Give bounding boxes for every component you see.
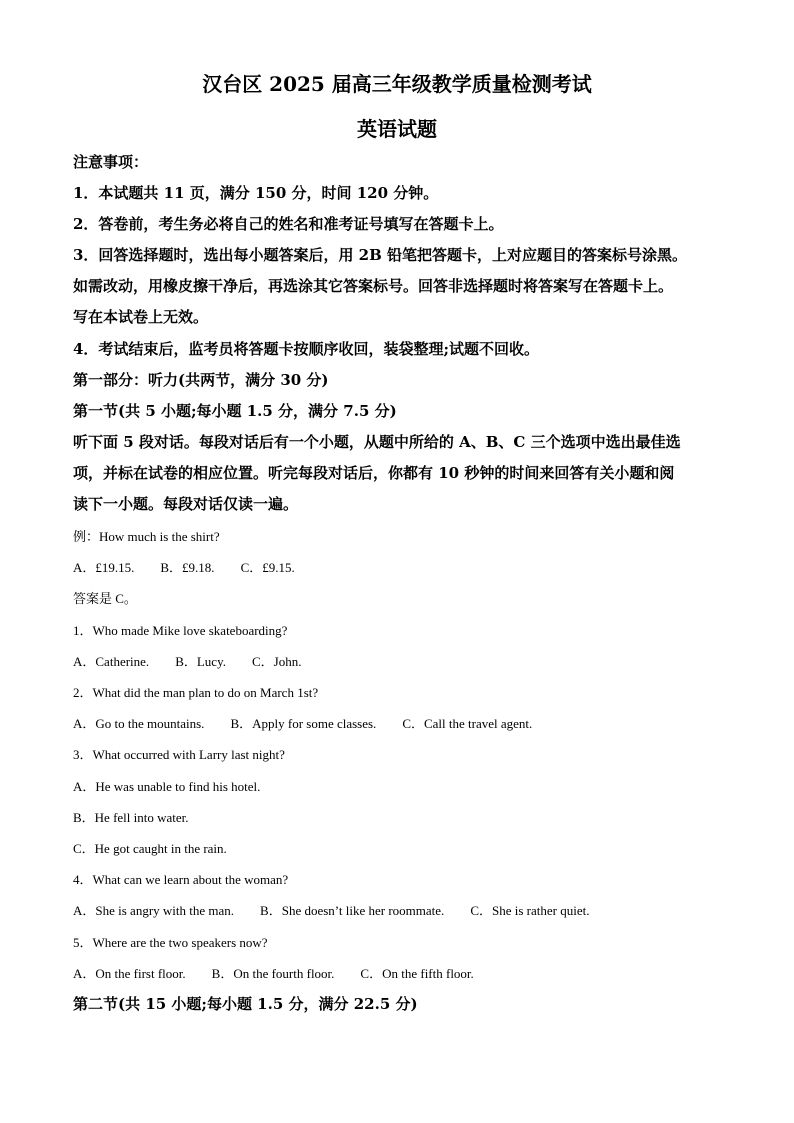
exam-title: 汉台区 2025 届高三年级教学质量检测考试 [202,72,592,96]
instructions-line-3: 读下一小题。每段对话仅读一遍。 [73,495,299,513]
instructions-line-2: 项，并标在试卷的相应位置。听完每段对话后，你都有 10 秒钟的时间来回答有关小题和阅 [73,464,675,482]
note-item-1: 1．本试题共 11 页，满分 150 分，时间 120 分钟。 [73,184,439,202]
q2-option-a: A．Go to the mountains. [73,716,205,731]
example-answer: 答案是 C。 [73,591,137,606]
instructions-line-1: 听下面 5 段对话。每段对话后有一个小题，从题中所给的 A、B、C 三个选项中选出最佳选 [73,433,681,451]
q1-option-b: B．Lucy. [175,654,226,669]
example-question: 例：How much is the shirt? [73,529,220,544]
q5-option-a: A．On the first floor. [73,966,186,981]
question-4: 4．What can we learn about the woman? [73,872,289,887]
question-5: 5．Where are the two speakers now? [73,935,268,950]
q5-option-b: B．On the fourth floor. [211,966,335,981]
example-option-b: B．£9.18. [160,560,215,575]
q3-option-c: C．He got caught in the rain. [73,841,227,856]
q4-option-c: C．She is rather quiet. [470,903,590,918]
question-1: 1．Who made Mike love skateboarding? [73,623,288,638]
q3-option-a: A．He was unable to find his hotel. [73,779,261,794]
notes-heading: 注意事项： [73,153,149,171]
note-item-3-cont-1: 如需改动，用橡皮擦干净后，再选涂其它答案标号。回答非选择题时将答案写在答题卡上。 [73,277,674,295]
q4-option-b: B．She doesn’t like her roommate. [260,903,445,918]
q4-option-a: A．She is angry with the man. [73,903,235,918]
question-2: 2．What did the man plan to do on March 1st? [73,685,319,700]
note-item-4: 4．考试结束后，监考员将答题卡按顺序收回，装袋整理;试题不回收。 [73,340,539,358]
example-options [73,557,295,576]
q1-option-c: C．John. [251,654,302,669]
exam-subtitle: 英语试题 [357,117,437,141]
question-4-options [73,900,589,919]
note-item-3-cont-2: 写在本试卷上无效。 [73,308,209,326]
q3-option-b: B．He fell into water. [73,810,189,825]
q2-option-b: B．Apply for some classes. [230,716,377,731]
q5-option-c: C．On the fifth floor. [360,966,474,981]
part1-heading: 第一部分：听力(共两节，满分 30 分) [73,371,329,389]
note-item-2: 2．答卷前，考生务必将自己的姓名和准考证号填写在答题卡上。 [73,215,504,233]
section1-heading: 第一节(共 5 小题;每小题 1.5 分，满分 7.5 分) [73,402,397,420]
example-option-a: A．£19.15. [73,560,135,575]
q1-option-a: A．Catherine. [73,654,150,669]
example-option-c: C．£9.15. [240,560,295,575]
question-2-options [73,713,532,732]
note-item-3: 3．回答选择题时，选出每小题答案后，用 2B 铅笔把答题卡，上对应题目的答案标号涂黑。 [73,246,688,264]
question-3: 3．What occurred with Larry last night? [73,747,285,762]
question-5-options [73,963,474,982]
question-1-options [73,651,301,670]
section2-heading: 第二节(共 15 小题;每小题 1.5 分，满分 22.5 分) [73,995,418,1013]
q2-option-c: C．Call the travel agent. [402,716,533,731]
